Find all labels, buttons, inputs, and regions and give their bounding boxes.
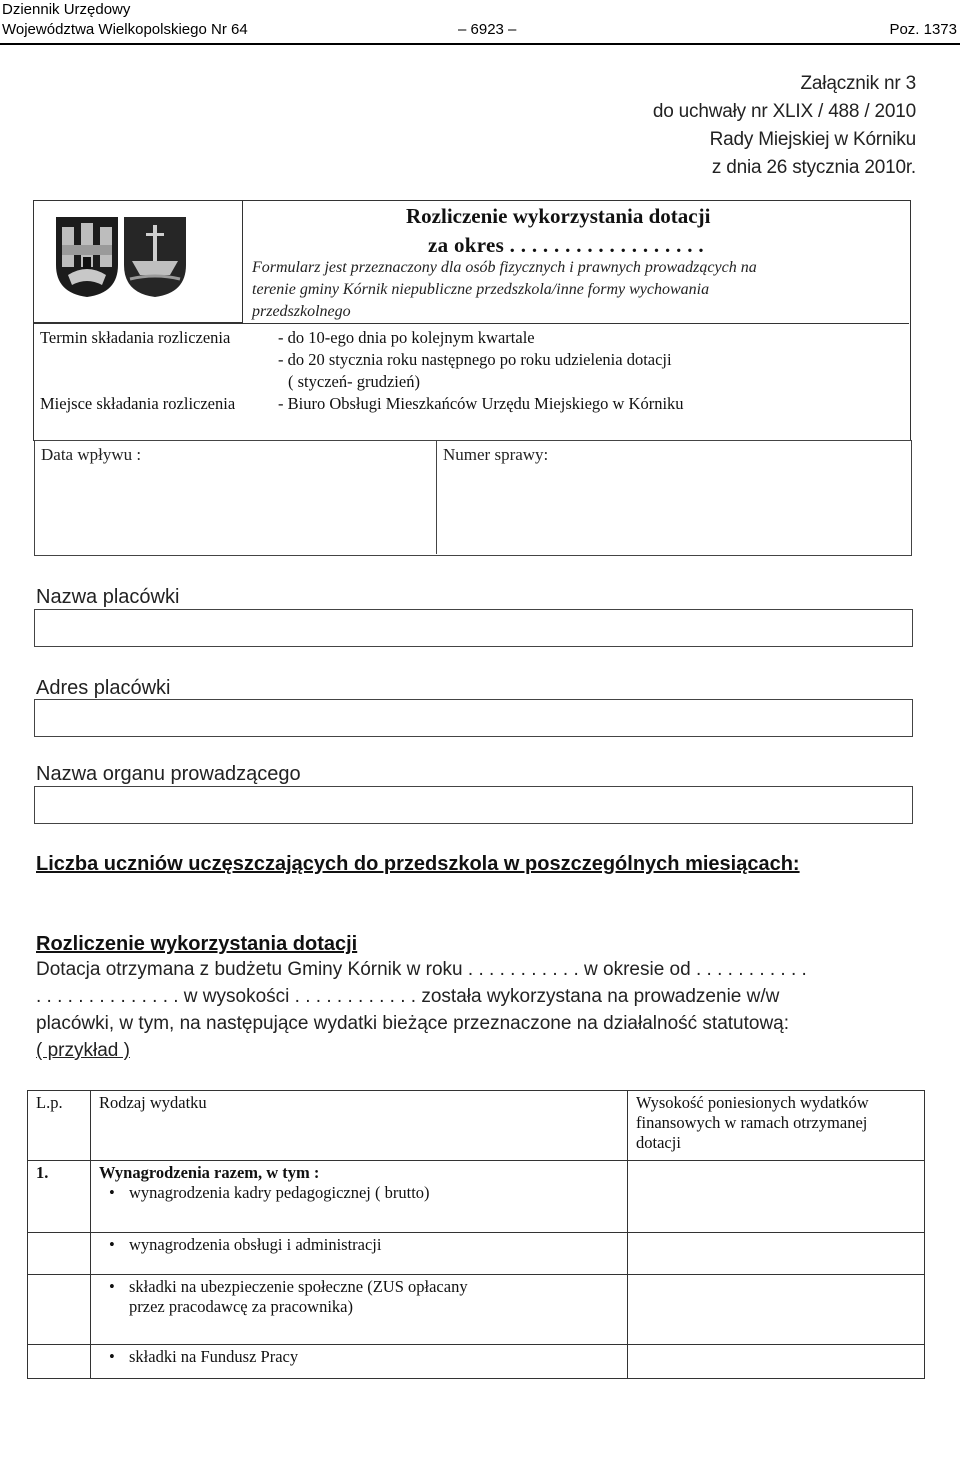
bullet-icon: • [109,1183,115,1202]
settlement-line: Dotacja otrzymana z budżetu Gminy Kórnik w roku . . . . . . . . . . . w okresie od . . . . . . . . . . . [36,959,807,980]
form-header-box [33,200,911,441]
row-expense [91,1275,628,1345]
place-value: - Biuro Obsługi Mieszkańców Urzędu Miejskiego w Kórniku [278,394,684,413]
form-note-line: przedszkolnego [252,303,351,320]
item-text: wynagrodzenia kadry pedagogicznej ( brutto) [129,1183,430,1202]
row-lp [28,1233,91,1275]
expenses-table [27,1090,925,1379]
pupils-heading: Liczba uczniów uczęszczających do przedszkola w poszczególnych miesiącach: [36,853,800,875]
bullet-icon: • [109,1235,115,1254]
journal-title-line2: Województwa Wielkopolskiego Nr 64 [2,21,248,38]
form-period: za okres . . . . . . . . . . . . . . . . . . [428,233,704,257]
row-expense [91,1233,628,1275]
header-amount [628,1091,925,1161]
deadline-label: Termin składania rozliczenia [40,328,231,347]
item-text: wynagrodzenia obsługi i administracji [129,1235,382,1254]
item-text: składki na Fundusz Pracy [129,1347,299,1366]
form-header-divider [34,323,909,324]
deadline-rule-2: - do 20 stycznia roku następnego po roku udzielenia dotacji [278,350,672,369]
annex-reference [653,70,916,182]
row-item [99,1277,619,1297]
example-note: ( przykład ) [36,1040,130,1061]
deadline-rule-3: ( styczeń- grudzień) [288,372,420,391]
settlement-line: placówki, w tym, na następujące wydatki bieżące przeznaczone na działalność statutową: [36,1013,790,1034]
case-number-field[interactable]: Numer sprawy: [443,445,549,464]
header-rule [0,43,960,45]
table-row [28,1345,925,1379]
item-text: składki na ubezpieczenie społeczne (ZUS opłacany [129,1277,468,1296]
amount-cell[interactable] [628,1345,925,1379]
operator-name-label: Nazwa organu prowadzącego [36,763,301,785]
facility-address-label: Adres placówki [36,677,171,699]
position-number: Poz. 1373 [889,21,957,38]
annex-line: z dnia 26 stycznia 2010r. [711,157,916,178]
date-received-field[interactable]: Data wpływu : [41,445,142,464]
row-title: Wynagrodzenia razem, w tym : [99,1163,320,1182]
facility-address-field[interactable] [34,699,913,737]
coat-of-arms-area [34,201,243,323]
form-note-line: terenie gminy Kórnik niepubliczne przedszkola/inne formy wychowania [252,281,710,298]
journal-title-line1: Dziennik Urzędowy [2,1,131,18]
coat-of-arms-icon [54,215,120,299]
settlement-line: . . . . . . . . . . . . . . w wysokości . . . . . . . . . . . . została wykorzystana na prowadzenie w/w [36,986,780,1007]
annex-line: do uchwały nr XLIX / 488 / 2010 [652,101,916,122]
header-amount-line: finansowych w ramach otrzymanej [636,1113,868,1132]
operator-name-field[interactable] [34,786,913,824]
facility-name-field[interactable] [34,609,913,647]
amount-cell[interactable] [628,1275,925,1345]
bullet-icon: • [109,1277,115,1296]
table-row [28,1233,925,1275]
page-header [0,0,960,46]
table-header-row [28,1091,925,1161]
row-lp [28,1345,91,1379]
form-title: Rozliczenie wykorzystania dotacji [406,204,711,228]
table-row [28,1161,925,1233]
row-lp [28,1275,91,1345]
row-item [99,1183,619,1203]
intake-divider [436,441,437,554]
row-lp: 1. [28,1161,91,1233]
header-lp: L.p. [28,1091,91,1161]
row-expense [91,1161,628,1233]
deadline-rule-1: - do 10-ego dnia po kolejnym kwartale [278,328,535,347]
header-amount-line: Wysokość poniesionych wydatków [636,1093,869,1112]
settlement-heading: Rozliczenie wykorzystania dotacji [36,933,358,955]
item-text-cont: przez pracodawcę za pracownika) [129,1297,353,1316]
place-label: Miejsce składania rozliczenia [40,394,236,413]
facility-name-label: Nazwa placówki [36,586,180,608]
intake-box [34,440,912,556]
form-note [252,257,902,323]
header-expense-type: Rodzaj wydatku [91,1091,628,1161]
amount-cell[interactable] [628,1233,925,1275]
coat-of-arms-icon [122,215,188,299]
header-amount-line: dotacji [636,1133,681,1152]
amount-cell[interactable] [628,1161,925,1233]
table-row [28,1275,925,1345]
form-note-line: Formularz jest przeznaczony dla osób fizycznych i prawnych prowadzących na [252,259,757,276]
annex-line: Rady Miejskiej w Kórniku [709,129,916,150]
bullet-icon: • [109,1347,115,1366]
annex-line: Załącznik nr 3 [800,73,916,94]
row-expense [91,1345,628,1379]
page-number: – 6923 – [458,21,517,38]
